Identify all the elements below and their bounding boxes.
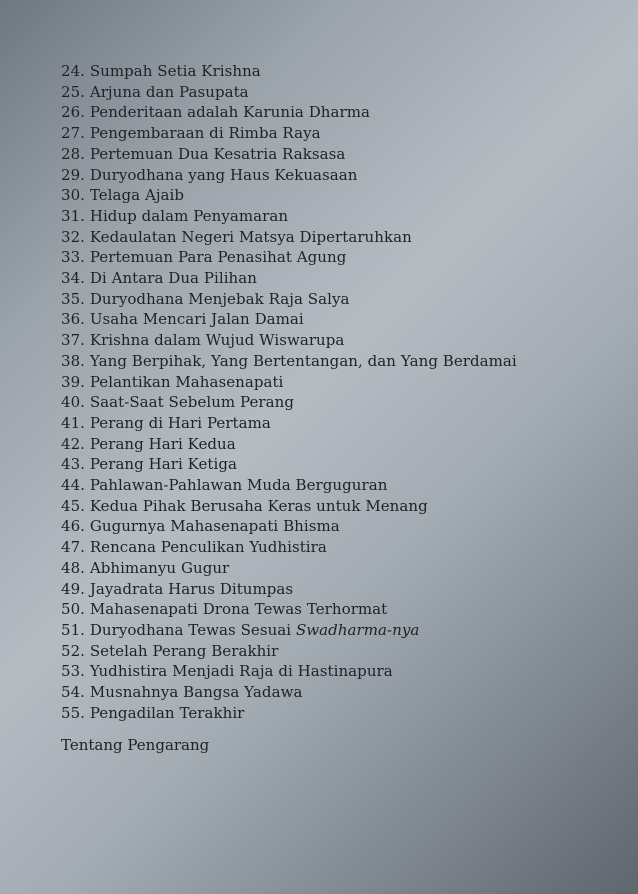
toc-item-27: 27. Pengembaraan di Rimba Raya <box>61 124 321 143</box>
toc-item-55: 55. Pengadilan Terakhir <box>61 703 245 722</box>
toc-item-45: 45. Kedua Pihak Berusaha Keras untuk Menang <box>61 496 428 515</box>
toc-item-41: 41. Perang di Hari Pertama <box>61 413 271 432</box>
toc-item-38: 38. Yang Berpihak, Yang Bertentangan, dan Yang Berdamai <box>61 351 517 370</box>
toc-item-26: 26. Penderitaan adalah Karunia Dharma <box>61 103 370 122</box>
toc-item-51-italic: Swadharma-nya <box>295 620 420 639</box>
toc-item-42: 42. Perang Hari Kedua <box>61 434 236 453</box>
toc-item-39: 39. Pelantikan Mahasenapati <box>61 372 284 391</box>
toc-item-43: 43. Perang Hari Ketiga <box>61 455 237 474</box>
toc-item-46: 46. Gugurnya Mahasenapati Bhisma <box>61 517 340 536</box>
toc-item-49: 49. Jayadrata Harus Ditumpas <box>61 579 294 598</box>
toc-item-34: 34. Di Antara Dua Pilihan <box>61 269 257 288</box>
toc-item-53: 53. Yudhistira Menjadi Raja di Hastinapura <box>61 662 393 681</box>
table-of-contents <box>61 61 621 724</box>
toc-item-29: 29. Duryodhana yang Haus Kekuasaan <box>61 165 358 184</box>
toc-item-36: 36. Usaha Mencari Jalan Damai <box>61 310 304 329</box>
toc-item-31: 31. Hidup dalam Penyamaran <box>61 206 289 225</box>
toc-item-32: 32. Kedaulatan Negeri Matsya Dipertaruhkan <box>61 227 412 246</box>
toc-item-28: 28. Pertemuan Dua Kesatria Raksasa <box>61 144 346 163</box>
toc-item-54: 54. Musnahnya Bangsa Yadawa <box>61 683 303 702</box>
toc-item-24: 24. Sumpah Setia Krishna <box>61 62 261 80</box>
toc-item-37: 37. Krishna dalam Wujud Wiswarupa <box>61 331 345 350</box>
toc-item-25: 25. Arjuna dan Pasupata <box>61 82 249 101</box>
toc-item-30: 30. Telaga Ajaib <box>61 186 185 205</box>
toc-item-33: 33. Pertemuan Para Penasihat Agung <box>61 248 347 267</box>
toc-item-50: 50. Mahasenapati Drona Tewas Terhormat <box>61 600 388 619</box>
toc-item-48: 48. Abhimanyu Gugur <box>61 558 230 577</box>
about-author-heading: Tentang Pengarang <box>61 736 210 754</box>
toc-item-35: 35. Duryodhana Menjebak Raja Salya <box>61 289 350 308</box>
toc-item-52: 52. Setelah Perang Berakhir <box>61 641 279 660</box>
toc-item-51-text: 51. Duryodhana Tewas Sesuai <box>61 620 296 639</box>
toc-item-40: 40. Saat-Saat Sebelum Perang <box>61 393 294 412</box>
toc-item-44: 44. Pahlawan-Pahlawan Muda Berguguran <box>61 476 388 495</box>
toc-item-51 <box>61 620 621 641</box>
toc-item-47: 47. Rencana Penculikan Yudhistira <box>61 538 327 557</box>
